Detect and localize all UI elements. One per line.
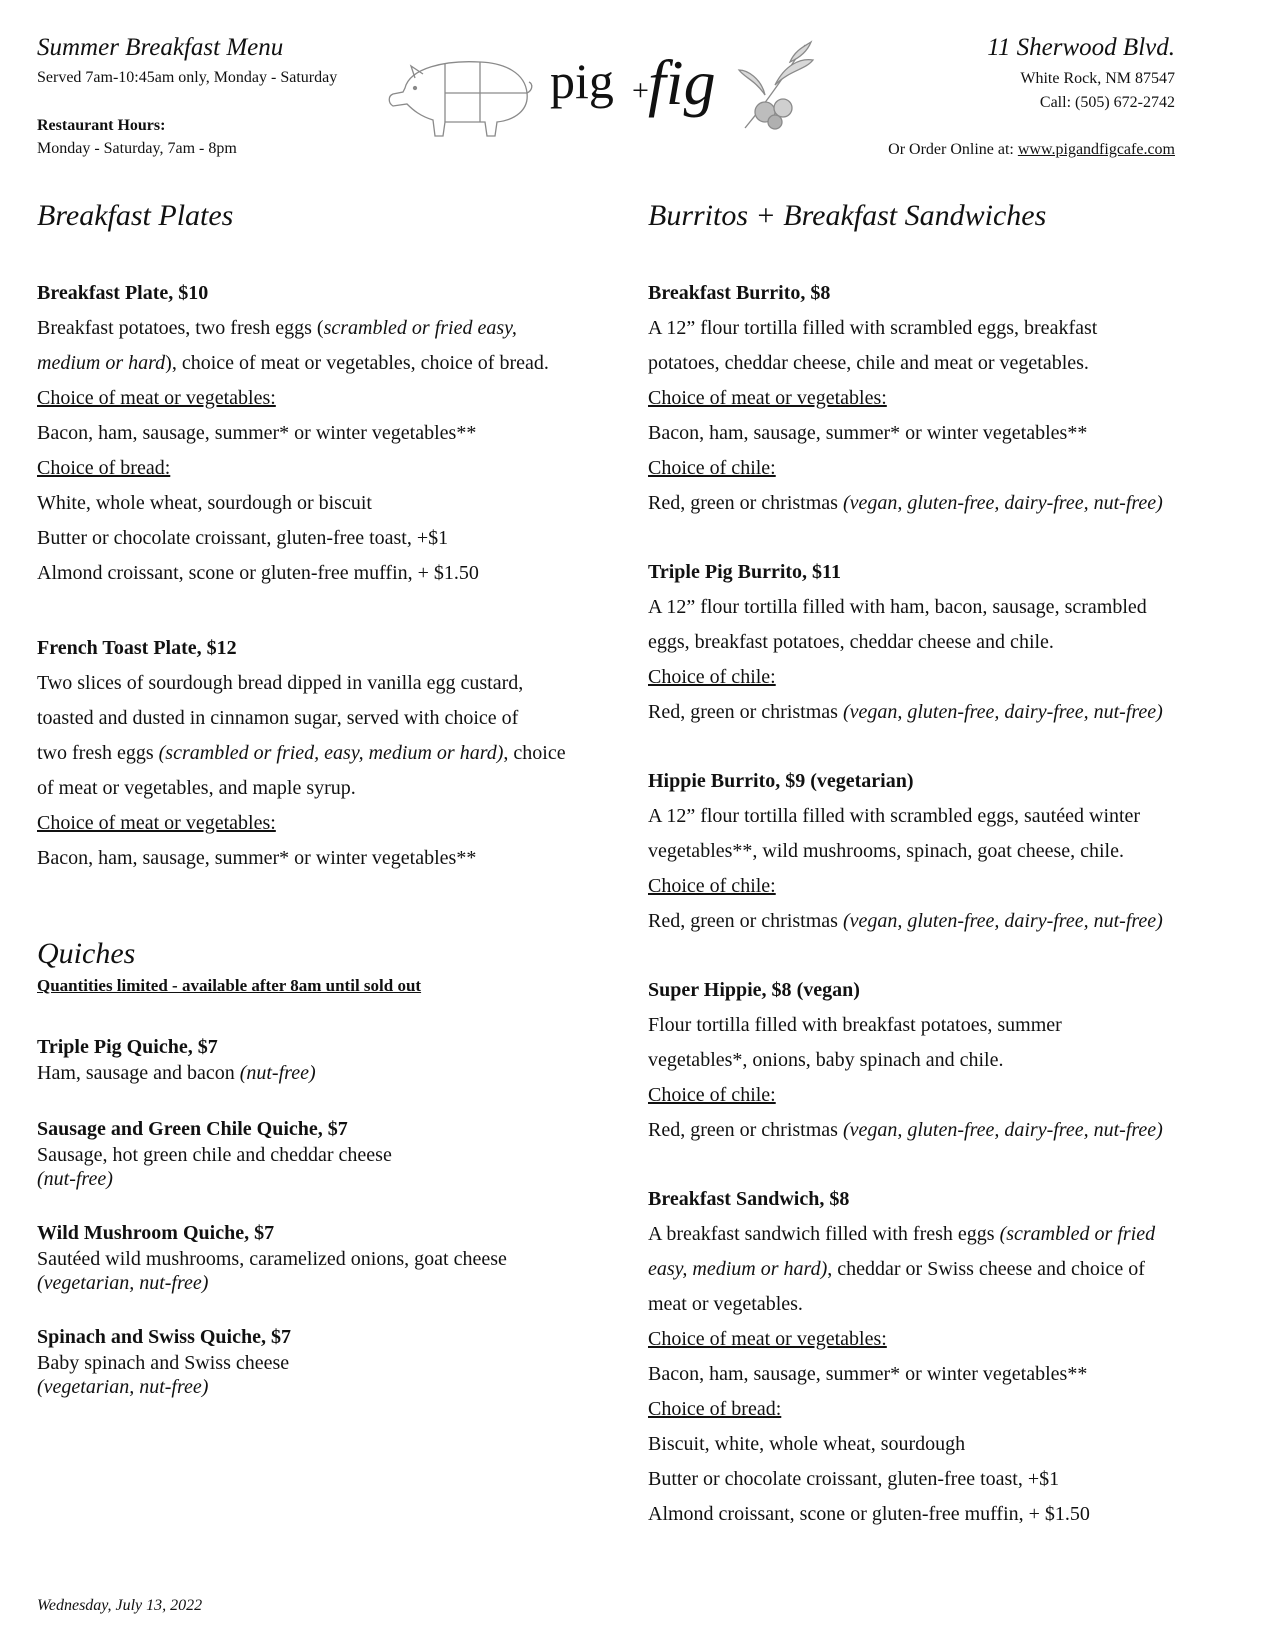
item-desc: of meat or vegetables, and maple syrup. <box>37 777 356 799</box>
menu-item-super-hippie <box>648 973 1238 1148</box>
choice-options: Butter or chocolate croissant, gluten-free toast, +$1 <box>37 527 449 549</box>
item-note: (vegetarian, nut-free) <box>37 1376 209 1398</box>
section-title-burritos: Burritos + Breakfast Sandwiches <box>648 199 1047 232</box>
menu-item-breakfast-burrito <box>648 276 1238 521</box>
section-title-quiches: Quiches <box>37 937 136 970</box>
item-desc: A 12” flour tortilla filled with scrambled eggs, breakfast <box>648 317 1098 339</box>
choice-options: Almond croissant, scone or gluten-free muffin, + $1.50 <box>37 562 479 584</box>
served-hours: Served 7am-10:45am only, Monday - Saturday <box>37 69 338 86</box>
item-desc: medium or hard), choice of meat or vegetables, choice of bread. <box>37 352 549 374</box>
item-desc: Two slices of sourdough bread dipped in vanilla egg custard, <box>37 672 524 694</box>
item-note: (vegetarian, nut-free) <box>37 1272 209 1294</box>
phone-number[interactable]: Call: (505) 672-2742 <box>1039 94 1175 111</box>
address-line1: 11 Sherwood Blvd. <box>987 34 1175 61</box>
order-online <box>888 141 1175 159</box>
item-name: Spinach and Swiss Quiche, $7 <box>37 1326 291 1348</box>
menu-item-french-toast-plate <box>37 631 627 876</box>
item-name: Breakfast Burrito, $8 <box>648 282 831 304</box>
order-online-label: Or Order Online at: <box>888 141 1014 158</box>
section-title-breakfast-plates: Breakfast Plates <box>37 199 234 232</box>
order-online-link[interactable]: www.pigandfigcafe.com <box>1017 141 1175 158</box>
choice-options: Bacon, ham, sausage, summer* or winter vegetables** <box>648 1363 1088 1385</box>
choice-options: Biscuit, white, whole wheat, sourdough <box>648 1433 966 1455</box>
choice-options: Red, green or christmas (vegan, gluten-free, dairy-free, nut-free) <box>648 701 1163 723</box>
choice-label: Choice of meat or vegetables: <box>648 1328 887 1350</box>
item-desc: vegetables**, wild mushrooms, spinach, goat cheese, chile. <box>648 840 1124 862</box>
address-line2: White Rock, NM 87547 <box>1020 70 1175 87</box>
item-name: Wild Mushroom Quiche, $7 <box>37 1222 275 1244</box>
item-note: (nut-free) <box>37 1168 113 1190</box>
menu-item-triple-pig-burrito <box>648 555 1238 730</box>
choice-label: Choice of chile: <box>648 875 776 897</box>
item-name: Sausage and Green Chile Quiche, $7 <box>37 1118 348 1140</box>
item-desc: two fresh eggs (scrambled or fried, easy, medium or hard), choice <box>37 742 566 764</box>
item-name: Triple Pig Burrito, $11 <box>648 561 841 583</box>
item-name: French Toast Plate, $12 <box>37 637 237 659</box>
item-desc: Sautéed wild mushrooms, caramelized onions, goat cheese <box>37 1248 507 1270</box>
choice-label: Choice of chile: <box>648 457 776 479</box>
menu-item-breakfast-plate <box>37 276 627 591</box>
choice-options: Red, green or christmas (vegan, gluten-free, dairy-free, nut-free) <box>648 1119 1163 1141</box>
choice-options: White, whole wheat, sourdough or biscuit <box>37 492 372 514</box>
item-name: Hippie Burrito, $9 (vegetarian) <box>648 770 914 792</box>
menu-date: Wednesday, July 13, 2022 <box>37 1597 203 1614</box>
choice-label: Choice of chile: <box>648 666 776 688</box>
choice-options: Red, green or christmas (vegan, gluten-free, dairy-free, nut-free) <box>648 492 1163 514</box>
item-desc: toasted and dusted in cinnamon sugar, served with choice of <box>37 707 519 729</box>
choice-options: Bacon, ham, sausage, summer* or winter vegetables** <box>37 422 477 444</box>
logo-plus-text: + <box>632 74 649 107</box>
item-desc: Flour tortilla filled with breakfast potatoes, summer <box>648 1014 1062 1036</box>
pig-illustration-icon <box>385 48 535 140</box>
item-desc: easy, medium or hard), cheddar or Swiss cheese and choice of <box>648 1258 1145 1280</box>
menu-item-breakfast-sandwich <box>648 1182 1238 1532</box>
choice-options: Bacon, ham, sausage, summer* or winter vegetables** <box>37 847 477 869</box>
item-name: Breakfast Plate, $10 <box>37 282 209 304</box>
menu-title: Summer Breakfast Menu <box>37 34 284 61</box>
menu-item-spinach-swiss-quiche <box>37 1324 627 1398</box>
item-name: Triple Pig Quiche, $7 <box>37 1036 218 1058</box>
item-desc: meat or vegetables. <box>648 1293 803 1315</box>
menu-item-hippie-burrito <box>648 764 1238 939</box>
choice-options: Butter or chocolate croissant, gluten-free toast, +$1 <box>648 1468 1060 1490</box>
item-desc: A 12” flour tortilla filled with ham, bacon, sausage, scrambled <box>648 596 1147 618</box>
item-desc: A breakfast sandwich filled with fresh eggs (scrambled or fried <box>648 1223 1156 1245</box>
left-column <box>37 196 627 1428</box>
logo-fig-text: fig <box>648 47 716 118</box>
restaurant-hours-label: Restaurant Hours: <box>37 117 166 134</box>
item-desc: potatoes, cheddar cheese, chile and meat or vegetables. <box>648 352 1089 374</box>
item-desc: vegetables*, onions, baby spinach and chile. <box>648 1049 1004 1071</box>
item-name: Breakfast Sandwich, $8 <box>648 1188 850 1210</box>
logo-pig-text: pig <box>550 53 614 109</box>
choice-label: Choice of bread: <box>648 1398 782 1420</box>
item-desc: Ham, sausage and bacon (nut-free) <box>37 1062 316 1084</box>
item-desc: Sausage, hot green chile and cheddar cheese <box>37 1144 392 1166</box>
quiches-subtitle: Quantities limited - available after 8am until sold out <box>37 976 422 995</box>
choice-options: Almond croissant, scone or gluten-free muffin, + $1.50 <box>648 1503 1090 1525</box>
item-desc: A 12” flour tortilla filled with scrambled eggs, sautéed winter <box>648 805 1141 827</box>
item-desc: Breakfast potatoes, two fresh eggs (scrambled or fried easy, <box>37 317 517 339</box>
choice-label: Choice of meat or vegetables: <box>648 387 887 409</box>
choice-label: Choice of meat or vegetables: <box>37 812 276 834</box>
choice-options: Bacon, ham, sausage, summer* or winter vegetables** <box>648 422 1088 444</box>
restaurant-hours: Monday - Saturday, 7am - 8pm <box>37 140 237 157</box>
choice-label: Choice of meat or vegetables: <box>37 387 276 409</box>
choice-label: Choice of chile: <box>648 1084 776 1106</box>
fig-branch-icon <box>735 40 815 132</box>
menu-item-sausage-green-chile-quiche <box>37 1116 627 1190</box>
choice-options: Red, green or christmas (vegan, gluten-free, dairy-free, nut-free) <box>648 910 1163 932</box>
menu-item-wild-mushroom-quiche <box>37 1220 627 1294</box>
right-column <box>648 196 1238 1560</box>
menu-item-triple-pig-quiche <box>37 1034 627 1086</box>
choice-label: Choice of bread: <box>37 457 171 479</box>
item-desc: eggs, breakfast potatoes, cheddar cheese and chile. <box>648 631 1054 653</box>
item-desc: Baby spinach and Swiss cheese <box>37 1352 290 1374</box>
item-name: Super Hippie, $8 (vegan) <box>648 979 860 1001</box>
